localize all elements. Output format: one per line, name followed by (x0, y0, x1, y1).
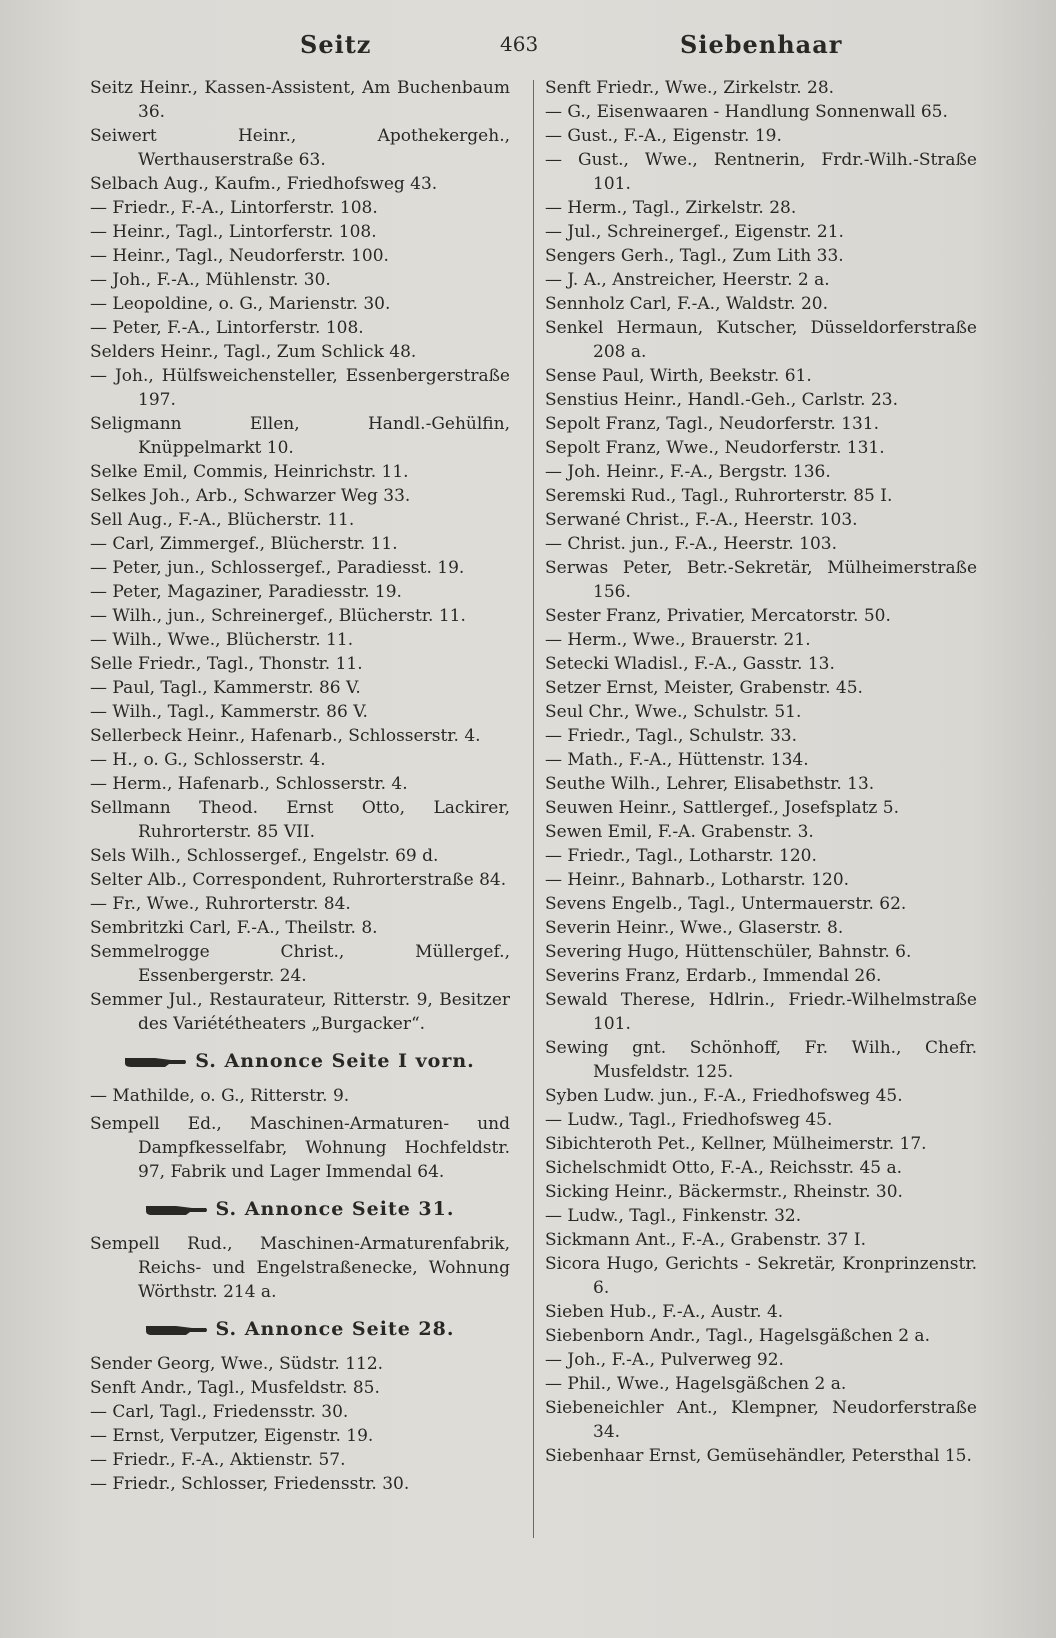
list-item: — Gust., Wwe., Rentnerin, Frdr.-Wilh.-Straße 101. (545, 150, 977, 194)
list-item: Senstius Heinr., Handl.-Geh., Carlstr. 23. (545, 390, 899, 410)
list-item: Sellmann Theod. Ernst Otto, Lackirer, Ruhrorterstr. 85 VII. (90, 798, 510, 842)
list-item: — Joh., Hülfsweichensteller, Essenbergerstraße 197. (90, 366, 510, 410)
right-column (545, 76, 977, 1468)
list-item: — Herm., Tagl., Zirkelstr. 28. (545, 198, 797, 218)
list-item: Sender Georg, Wwe., Südstr. 112. (90, 1354, 384, 1374)
list-item: Seremski Rud., Tagl., Ruhrorterstr. 85 I. (545, 486, 893, 506)
list-item: — Carl, Zimmergef., Blücherstr. 11. (90, 534, 398, 554)
header-left-keyword: Seitz (300, 30, 372, 59)
list-item: Seitz Heinr., Kassen-Assistent, Am Buchenbaum 36. (90, 78, 510, 122)
list-item: Sibichteroth Pet., Kellner, Mülheimerstr. 17. (545, 1134, 927, 1154)
list-item: Semmer Jul., Restaurateur, Ritterstr. 9, Besitzer des Variététheaters „Burgacker“. (90, 990, 510, 1034)
list-item: — Math., F.-A., Hüttenstr. 134. (545, 750, 809, 770)
list-item: Sewen Emil, F.-A. Grabenstr. 3. (545, 822, 814, 842)
list-item: Seuwen Heinr., Sattlergef., Josefsplatz 5. (545, 798, 899, 818)
list-item: Sell Aug., F.-A., Blücherstr. 11. (90, 510, 355, 530)
list-item: Severin Heinr., Wwe., Glaserstr. 8. (545, 918, 844, 938)
list-item: Siebenborn Andr., Tagl., Hagelsgäßchen 2 a. (545, 1326, 930, 1346)
list-item: Sieben Hub., F.-A., Austr. 4. (545, 1302, 784, 1322)
pointing-hand-icon (146, 1203, 208, 1217)
list-item: Syben Ludw. jun., F.-A., Friedhofsweg 45. (545, 1086, 903, 1106)
list-item: — Herm., Wwe., Brauerstr. 21. (545, 630, 811, 650)
list-item: — Peter, jun., Schlossergef., Paradiesst. 19. (90, 558, 465, 578)
list-item: Severins Franz, Erdarb., Immendal 26. (545, 966, 882, 986)
list-item: — Heinr., Tagl., Neudorferstr. 100. (90, 246, 389, 266)
list-item: — Ludw., Tagl., Friedhofsweg 45. (545, 1110, 833, 1130)
list-item: Sester Franz, Privatier, Mercatorstr. 50. (545, 606, 891, 626)
header-right-keyword: Siebenhaar (680, 30, 843, 59)
list-item: Setecki Wladisl., F.-A., Gasstr. 13. (545, 654, 835, 674)
list-item: — Friedr., Tagl., Schulstr. 33. (545, 726, 798, 746)
list-item: Sicora Hugo, Gerichts - Sekretär, Kronprinzenstr. 6. (545, 1254, 977, 1298)
list-item: Sense Paul, Wirth, Beekstr. 61. (545, 366, 812, 386)
list-item: — Friedr., Tagl., Lotharstr. 120. (545, 846, 817, 866)
list-item: — Carl, Tagl., Friedensstr. 30. (90, 1402, 349, 1422)
page-header (0, 30, 1056, 64)
list-item: — Fr., Wwe., Ruhrorterstr. 84. (90, 894, 351, 914)
list-item: — Christ. jun., F.-A., Heerstr. 103. (545, 534, 837, 554)
list-item: Selke Emil, Commis, Heinrichstr. 11. (90, 462, 409, 482)
list-item: — Herm., Hafenarb., Schlosserstr. 4. (90, 774, 408, 794)
list-item: — Mathilde, o. G., Ritterstr. 9. (90, 1086, 350, 1106)
list-item: — Peter, F.-A., Lintorferstr. 108. (90, 318, 364, 338)
list-item: Serwas Peter, Betr.-Sekretär, Mülheimerstraße 156. (545, 558, 977, 602)
list-item: — Gust., F.-A., Eigenstr. 19. (545, 126, 782, 146)
list-item: — Paul, Tagl., Kammerstr. 86 V. (90, 678, 361, 698)
list-item: — Friedr., F.-A., Aktienstr. 57. (90, 1450, 346, 1470)
list-item: Sepolt Franz, Tagl., Neudorferstr. 131. (545, 414, 880, 434)
list-item: Selders Heinr., Tagl., Zum Schlick 48. (90, 342, 417, 362)
annonce-text: S. Annonce Seite 31. (215, 1198, 455, 1220)
pointing-hand-icon (146, 1323, 208, 1337)
list-item: Selter Alb., Correspondent, Ruhrorterstraße 84. (90, 870, 507, 890)
list-item: Senft Friedr., Wwe., Zirkelstr. 28. (545, 78, 835, 98)
list-item: Sembritzki Carl, F.-A., Theilstr. 8. (90, 918, 378, 938)
list-item: Siebenhaar Ernst, Gemüsehändler, Petersthal 15. (545, 1446, 972, 1466)
list-item: Sepolt Franz, Wwe., Neudorferstr. 131. (545, 438, 885, 458)
list-item: — H., o. G., Schlosserstr. 4. (90, 750, 326, 770)
list-item: — Jul., Schreinergef., Eigenstr. 21. (545, 222, 844, 242)
list-item: Sewing gnt. Schönhoff, Fr. Wilh., Chefr. Musfeldstr. 125. (545, 1038, 977, 1082)
annonce-reference (90, 1198, 510, 1220)
list-item: Setzer Ernst, Meister, Grabenstr. 45. (545, 678, 863, 698)
annonce-reference (90, 1050, 510, 1072)
list-item: Selle Friedr., Tagl., Thonstr. 11. (90, 654, 363, 674)
list-item: — Heinr., Bahnarb., Lotharstr. 120. (545, 870, 850, 890)
list-item: — Ludw., Tagl., Finkenstr. 32. (545, 1206, 802, 1226)
list-item: — Heinr., Tagl., Lintorferstr. 108. (90, 222, 377, 242)
list-item: Serwané Christ., F.-A., Heerstr. 103. (545, 510, 858, 530)
list-item: Seligmann Ellen, Handl.-Gehülfin, Knüppelmarkt 10. (90, 414, 510, 458)
list-item: Severing Hugo, Hüttenschüler, Bahnstr. 6. (545, 942, 912, 962)
list-item: — Wilh., Wwe., Blücherstr. 11. (90, 630, 354, 650)
list-item: Selbach Aug., Kaufm., Friedhofsweg 43. (90, 174, 438, 194)
list-item: Sichelschmidt Otto, F.-A., Reichsstr. 45 a. (545, 1158, 903, 1178)
list-item: Sevens Engelb., Tagl., Untermauerstr. 62. (545, 894, 907, 914)
list-item: Sellerbeck Heinr., Hafenarb., Schlosserstr. 4. (90, 726, 481, 746)
list-item: Seiwert Heinr., Apothekergeh., Werthauserstraße 63. (90, 126, 510, 170)
left-column (90, 76, 510, 1496)
pointing-hand-icon (125, 1055, 187, 1069)
list-item: Sempell Rud., Maschinen-Armaturenfabrik, Reichs- und Engelstraßenecke, Wohnung Wörthstr. 214 a. (90, 1234, 510, 1302)
list-item: Sickmann Ant., F.-A., Grabenstr. 37 I. (545, 1230, 867, 1250)
list-item: Sennholz Carl, F.-A., Waldstr. 20. (545, 294, 828, 314)
left-entries-2 (90, 1084, 510, 1184)
annonce-text: S. Annonce Seite 28. (215, 1318, 455, 1340)
list-item: Senft Andr., Tagl., Musfeldstr. 85. (90, 1378, 380, 1398)
list-item: — J. A., Anstreicher, Heerstr. 2 a. (545, 270, 830, 290)
list-item: — G., Eisenwaaren - Handlung Sonnenwall 65. (545, 102, 948, 122)
list-item: Seul Chr., Wwe., Schulstr. 51. (545, 702, 802, 722)
page-number: 463 (500, 32, 539, 56)
list-item: Sicking Heinr., Bäckermstr., Rheinstr. 30. (545, 1182, 903, 1202)
list-item: — Peter, Magaziner, Paradiesstr. 19. (90, 582, 402, 602)
list-item: — Ernst, Verputzer, Eigenstr. 19. (90, 1426, 374, 1446)
column-divider (533, 80, 534, 1538)
list-item: — Phil., Wwe., Hagelsgäßchen 2 a. (545, 1374, 847, 1394)
list-item: Sels Wilh., Schlossergef., Engelstr. 69 d. (90, 846, 439, 866)
list-item: Seuthe Wilh., Lehrer, Elisabethstr. 13. (545, 774, 875, 794)
list-item: — Joh., F.-A., Pulverweg 92. (545, 1350, 784, 1370)
list-item: Sengers Gerh., Tagl., Zum Lith 33. (545, 246, 844, 266)
list-item: — Wilh., jun., Schreinergef., Blücherstr. 11. (90, 606, 466, 626)
annonce-reference (90, 1318, 510, 1340)
list-item: — Wilh., Tagl., Kammerstr. 86 V. (90, 702, 368, 722)
list-item: — Leopoldine, o. G., Marienstr. 30. (90, 294, 391, 314)
list-item: Selkes Joh., Arb., Schwarzer Weg 33. (90, 486, 411, 506)
list-item: — Friedr., F.-A., Lintorferstr. 108. (90, 198, 378, 218)
list-item: — Friedr., Schlosser, Friedensstr. 30. (90, 1474, 410, 1494)
list-item: Sempell Ed., Maschinen-Armaturen- und Dampfkesselfabr, Wohnung Hochfeldstr. 97, Fabrik und Lager Immendal 64. (90, 1114, 510, 1182)
list-item: Senkel Hermaun, Kutscher, Düsseldorferstraße 208 a. (545, 318, 977, 362)
list-item: Siebeneichler Ant., Klempner, Neudorferstraße 34. (545, 1398, 977, 1442)
left-entries (90, 76, 510, 1036)
left-entries-3 (90, 1232, 510, 1304)
annonce-text: S. Annonce Seite I vorn. (195, 1050, 475, 1072)
list-item: — Joh., F.-A., Mühlenstr. 30. (90, 270, 331, 290)
list-item: Semmelrogge Christ., Müllergef., Essenbergerstr. 24. (90, 942, 510, 986)
list-item: — Joh. Heinr., F.-A., Bergstr. 136. (545, 462, 831, 482)
left-entries-4 (90, 1352, 510, 1496)
list-item: Sewald Therese, Hdlrin., Friedr.-Wilhelmstraße 101. (545, 990, 977, 1034)
